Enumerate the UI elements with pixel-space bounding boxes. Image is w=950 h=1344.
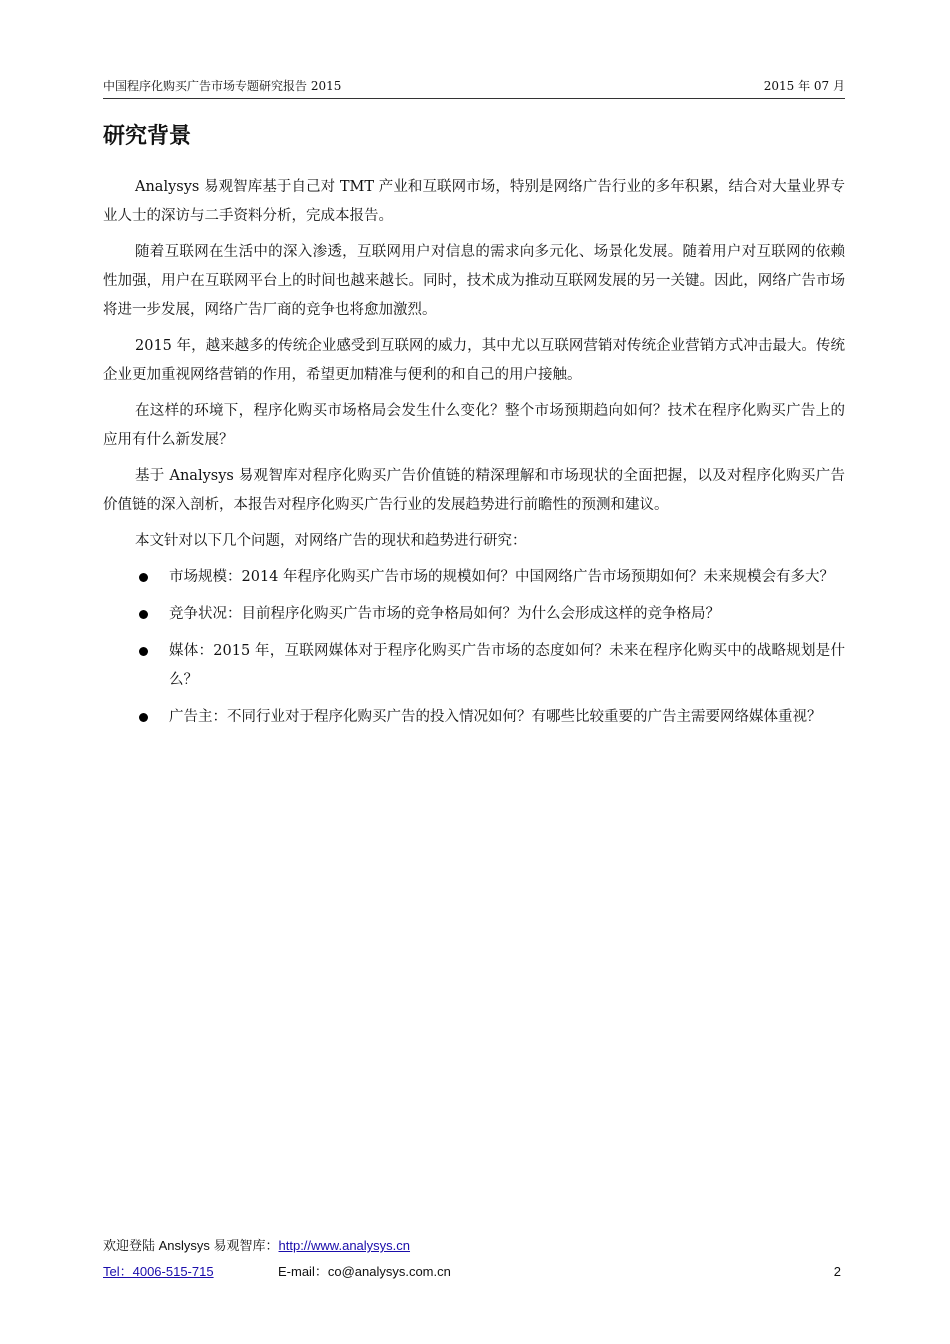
email-text: E-mail：co@analysys.com.cn — [278, 1264, 451, 1279]
bullet-dot-icon — [139, 647, 148, 656]
bullet-dot-icon — [139, 573, 148, 582]
report-title: 中国程序化购买广告市场专题研究报告 2015 — [103, 79, 342, 93]
list-item-text: 竞争状况：目前程序化购买广告市场的竞争格局如何？为什么会形成这样的竞争格局？ — [169, 606, 720, 622]
footer-welcome — [103, 1236, 410, 1256]
paragraph: 本文针对以下几个问题，对网络广告的现状和趋势进行研究： — [135, 533, 527, 549]
paragraph: 基于 Analysys 易观智库对程序化购买广告价值链的精深理解和市场现状的全面把握，以及对程序化购买广告价值链的深入剖析，本报告对程序化购买广告行业的发展趋势进行前瞻性的预测和建议。 — [103, 468, 845, 513]
bullet-dot-icon — [139, 713, 148, 722]
list-item-text: 市场规模：2014 年程序化购买广告市场的规模如何？中国网络广告市场预期如何？未来规模会有多大？ — [169, 569, 835, 585]
list-item — [103, 703, 845, 732]
page-header — [103, 76, 845, 99]
footer-contact — [103, 1262, 845, 1284]
body-content — [103, 173, 845, 740]
list-item — [103, 563, 845, 592]
welcome-text: 欢迎登陆 Anslysys 易观智库： — [103, 1238, 279, 1253]
list-item-text: 广告主：不同行业对于程序化购买广告的投入情况如何？有哪些比较重要的广告主需要网络媒体重视？ — [169, 709, 822, 725]
paragraph: Analysys 易观智库基于自己对 TMT 产业和互联网市场，特别是网络广告行业的多年积累，结合对大量业界专业人士的深访与二手资料分析，完成本报告。 — [103, 179, 845, 224]
page-number: 2 — [833, 1264, 841, 1279]
tel-link[interactable]: Tel：4006-515-715 — [103, 1264, 214, 1279]
bullet-dot-icon — [139, 610, 148, 619]
paragraph: 在这样的环境下，程序化购买市场格局会发生什么变化？整个市场预期趋向如何？技术在程序化购买广告上的应用有什么新发展？ — [103, 403, 845, 448]
list-item — [103, 637, 845, 695]
report-date: 2015 年 07 月 — [763, 79, 845, 93]
question-list — [103, 563, 845, 732]
website-link[interactable]: http://www.analysys.cn — [278, 1238, 411, 1253]
list-item-text: 媒体：2015 年，互联网媒体对于程序化购买广告市场的态度如何？未来在程序化购买中的战略规划是什么？ — [169, 643, 845, 688]
section-title: 研究背景 — [103, 124, 192, 149]
paragraph: 2015 年，越来越多的传统企业感受到互联网的威力，其中尤以互联网营销对传统企业营销方式冲击最大。传统企业更加重视网络营销的作用，希望更加精准与便利的和自己的用户接触。 — [103, 338, 845, 383]
paragraph: 随着互联网在生活中的深入渗透，互联网用户对信息的需求向多元化、场景化发展。随着用户对互联网的依赖性加强，用户在互联网平台上的时间也越来越长。同时，技术成为推动互联网发展的另一关键。因此，网络广告市场将进一步发展，网络广告厂商的竞争也将愈加激烈。 — [103, 244, 845, 318]
list-item — [103, 600, 845, 629]
